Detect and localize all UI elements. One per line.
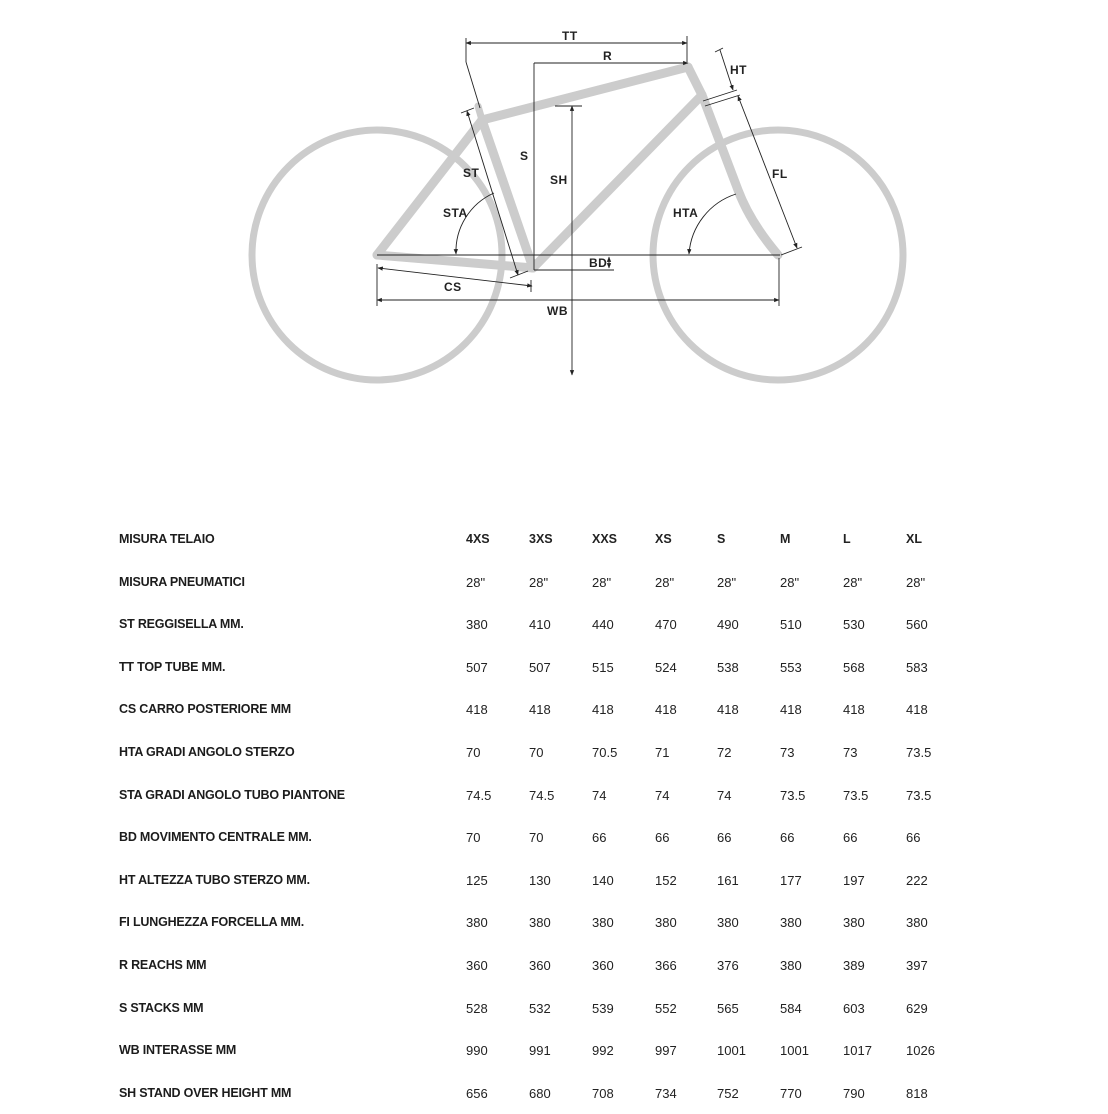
- table-cell: 418: [466, 702, 488, 718]
- label-s: S: [520, 149, 529, 163]
- table-cell: 161: [717, 872, 739, 888]
- row-label: WB INTERASSE MM: [119, 1043, 237, 1058]
- table-cell: 708: [592, 1085, 614, 1101]
- table-row: [0, 987, 1108, 1030]
- table-cell: 73: [843, 745, 858, 760]
- table-cell: 360: [529, 958, 551, 973]
- table-cell: 1026: [906, 1043, 935, 1059]
- table-cell: 73.5: [780, 787, 806, 803]
- label-wb: WB: [547, 304, 568, 318]
- table-cell: 70.5: [592, 745, 618, 760]
- table-cell: 74.5: [466, 787, 492, 803]
- table-cell: 418: [780, 702, 802, 718]
- size-header-l: L: [843, 532, 851, 546]
- table-cell: 539: [592, 1000, 614, 1016]
- table-cell: 507: [466, 659, 488, 675]
- label-fl: FL: [772, 167, 788, 181]
- label-hta: HTA: [673, 206, 699, 220]
- table-cell: 584: [780, 1000, 802, 1016]
- table-cell: 380: [843, 915, 865, 931]
- table-cell: 389: [843, 958, 865, 973]
- table-cell: 177: [780, 872, 802, 888]
- table-cell: 418: [655, 702, 677, 718]
- table-cell: 28": [780, 574, 800, 590]
- table-cell: 380: [780, 958, 802, 973]
- table-cell: 73.5: [843, 787, 869, 803]
- table-cell: 418: [906, 702, 928, 718]
- table-cell: 532: [529, 1000, 551, 1016]
- table-cell: 28": [655, 574, 675, 590]
- table-cell: 376: [717, 958, 739, 973]
- table-cell: 538: [717, 659, 739, 675]
- label-sta: STA: [443, 206, 468, 220]
- table-cell: 222: [906, 872, 928, 888]
- table-cell: 380: [906, 915, 928, 931]
- table-cell: 418: [717, 702, 739, 718]
- table-cell: 510: [780, 617, 802, 633]
- table-cell: 66: [780, 830, 795, 846]
- row-label: HTA GRADI ANGOLO STERZO: [119, 745, 295, 759]
- row-label: STA GRADI ANGOLO TUBO PIANTONE: [119, 787, 345, 802]
- table-cell: 74: [592, 787, 607, 803]
- table-row: [0, 603, 1108, 646]
- table-cell: 1001: [717, 1043, 746, 1059]
- size-header-4xs: 4XS: [466, 532, 490, 546]
- table-cell: 380: [717, 915, 739, 931]
- size-header-m: M: [780, 532, 791, 546]
- table-cell: 28": [717, 574, 737, 590]
- label-cs: CS: [444, 280, 462, 294]
- label-tt: TT: [562, 29, 578, 43]
- table-cell: 410: [529, 617, 551, 633]
- table-cell: 28": [529, 574, 549, 590]
- row-label: ST REGGISELLA MM.: [119, 617, 244, 632]
- table-cell: 818: [906, 1085, 928, 1101]
- table-row: [0, 944, 1108, 987]
- table-cell: 380: [592, 915, 614, 931]
- table-cell: 197: [843, 872, 865, 888]
- table-cell: 66: [906, 830, 921, 846]
- table-cell: 507: [529, 659, 551, 675]
- table-cell: 73: [780, 745, 795, 760]
- label-sh: SH: [550, 173, 568, 187]
- table-cell: 74: [717, 787, 732, 803]
- table-cell: 70: [529, 830, 544, 846]
- table-cell: 71: [655, 745, 670, 760]
- row-label: HT ALTEZZA TUBO STERZO MM.: [119, 872, 310, 887]
- table-cell: 992: [592, 1043, 614, 1059]
- table-cell: 380: [655, 915, 677, 931]
- table-cell: 583: [906, 659, 928, 675]
- size-header-3xs: 3XS: [529, 532, 553, 546]
- table-cell: 629: [906, 1000, 928, 1016]
- table-cell: 734: [655, 1085, 677, 1101]
- table-cell: 66: [655, 830, 670, 846]
- table-row: [0, 774, 1108, 817]
- table-cell: 380: [466, 617, 488, 633]
- table-cell: 656: [466, 1085, 488, 1101]
- table-row: [0, 859, 1108, 902]
- table-cell: 70: [529, 745, 544, 760]
- table-cell: 66: [717, 830, 732, 846]
- label-ht: HT: [730, 63, 747, 77]
- table-cell: 603: [843, 1000, 865, 1016]
- table-cell: 125: [466, 872, 488, 888]
- row-label: FI LUNGHEZZA FORCELLA MM.: [119, 915, 305, 930]
- table-cell: 770: [780, 1085, 802, 1101]
- table-cell: 72: [717, 745, 732, 760]
- table-cell: 366: [655, 958, 677, 973]
- size-header-s: S: [717, 532, 726, 546]
- table-row: [0, 1029, 1108, 1072]
- row-label: R REACHS MM: [119, 958, 207, 972]
- table-cell: 74.5: [529, 787, 555, 803]
- size-header-xxs: XXS: [592, 532, 618, 546]
- table-cell: 73.5: [906, 745, 932, 760]
- table-row: [0, 731, 1108, 774]
- table-header-row: [0, 518, 1108, 561]
- table-cell: 568: [843, 659, 865, 675]
- table-cell: 1017: [843, 1043, 872, 1059]
- table-cell: 524: [655, 659, 677, 675]
- table-cell: 28": [906, 574, 926, 590]
- table-cell: 360: [592, 958, 614, 973]
- table-cell: 990: [466, 1043, 488, 1059]
- table-cell: 73.5: [906, 787, 932, 803]
- table-cell: 397: [906, 958, 928, 973]
- table-cell: 380: [529, 915, 551, 931]
- table-cell: 528: [466, 1000, 488, 1016]
- table-cell: 380: [466, 915, 488, 931]
- table-cell: 418: [529, 702, 551, 718]
- label-r: R: [603, 49, 613, 63]
- row-label: SH STAND OVER HEIGHT MM: [119, 1085, 292, 1100]
- table-cell: 790: [843, 1085, 865, 1101]
- table-cell: 997: [655, 1043, 677, 1059]
- size-header-xl: XL: [906, 532, 922, 546]
- header-label: MISURA TELAIO: [119, 532, 215, 546]
- table-cell: 28": [843, 574, 863, 590]
- table-cell: 130: [529, 872, 551, 888]
- row-label: CS CARRO POSTERIORE MM: [119, 702, 291, 717]
- size-header-xs: XS: [655, 532, 672, 546]
- table-row: [0, 901, 1108, 944]
- table-cell: 553: [780, 659, 802, 675]
- table-cell: 418: [843, 702, 865, 718]
- table-cell: 991: [529, 1043, 551, 1059]
- table-cell: 66: [843, 830, 858, 846]
- table-cell: 552: [655, 1000, 677, 1016]
- table-cell: 66: [592, 830, 607, 846]
- row-label: S STACKS MM: [119, 1000, 204, 1015]
- table-row: [0, 646, 1108, 689]
- table-cell: 680: [529, 1085, 551, 1101]
- table-cell: 470: [655, 617, 677, 633]
- table-cell: 70: [466, 745, 481, 760]
- table-row: [0, 561, 1108, 604]
- table-cell: 70: [466, 830, 481, 846]
- table-cell: 74: [655, 787, 670, 803]
- table-cell: 28": [592, 574, 612, 590]
- bike-geometry-diagram: [0, 0, 1108, 440]
- table-cell: 28": [466, 574, 486, 590]
- table-cell: 560: [906, 617, 928, 633]
- row-label: MISURA PNEUMATICI: [119, 574, 245, 589]
- label-st: ST: [463, 166, 480, 180]
- table-cell: 360: [466, 958, 488, 973]
- table-cell: 565: [717, 1000, 739, 1016]
- row-label: BD MOVIMENTO CENTRALE MM.: [119, 830, 312, 845]
- row-label: TT TOP TUBE MM.: [119, 659, 226, 674]
- table-cell: 440: [592, 617, 614, 633]
- table-cell: 140: [592, 872, 614, 888]
- table-cell: 152: [655, 872, 677, 888]
- table-row: [0, 816, 1108, 859]
- table-row: [0, 688, 1108, 731]
- bike-frame: [377, 67, 778, 268]
- label-bd: BD: [589, 256, 608, 270]
- table-cell: 752: [717, 1085, 739, 1101]
- table-cell: 380: [780, 915, 802, 931]
- table-cell: 490: [717, 617, 739, 633]
- table-cell: 515: [592, 659, 614, 675]
- table-cell: 1001: [780, 1043, 809, 1059]
- table-cell: 530: [843, 617, 865, 633]
- table-cell: 418: [592, 702, 614, 718]
